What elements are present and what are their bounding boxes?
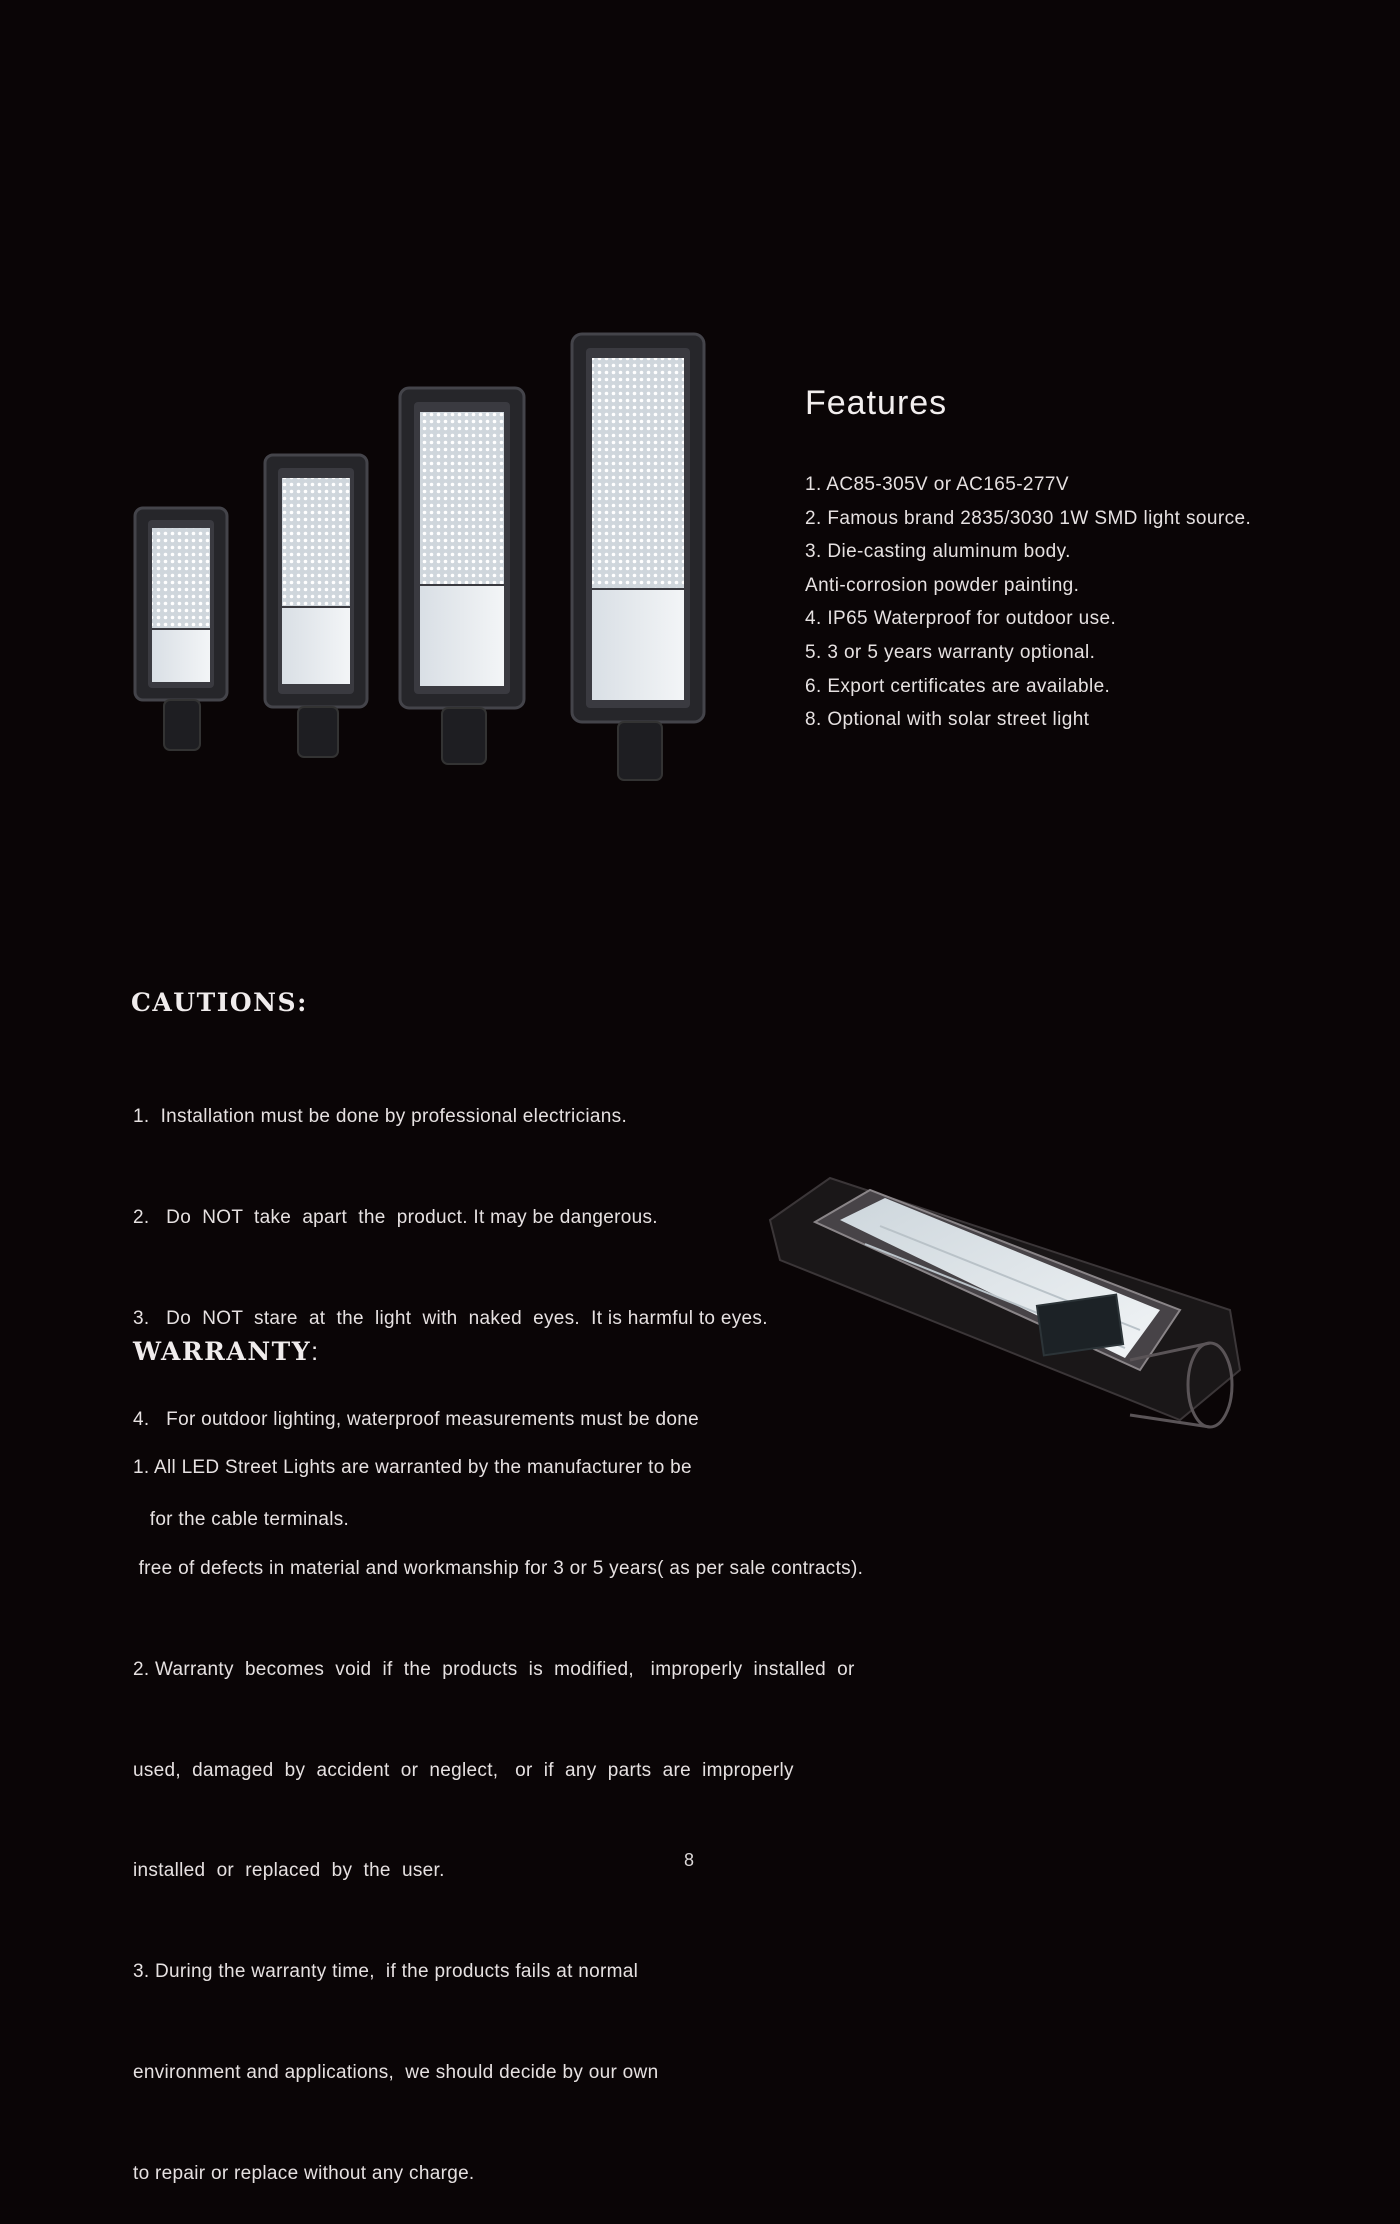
list-item: Anti-corrosion powder painting. [805, 574, 1080, 596]
list-item: 1. All LED Street Lights are warranted by the manufacturer to be [133, 1457, 692, 1479]
list-item: 1. Installation must be done by professional electricians. [133, 1106, 628, 1128]
list-item: installed or replaced by the user. [133, 1860, 445, 1882]
list-item: free of defects in material and workmanship for 3 or 5 years( as per sale contracts). [133, 1557, 864, 1579]
list-item: 2. Famous brand 2835/3030 1W SMD light source. [805, 507, 1252, 529]
warranty-heading [133, 1337, 320, 1367]
cautions-heading: CAUTIONS: [131, 988, 308, 1017]
features-list [805, 468, 1251, 737]
street-lights-product-image [120, 320, 720, 790]
street-light-large [400, 388, 524, 764]
street-light-small [135, 508, 227, 750]
street-light-medium [265, 455, 367, 757]
list-item: 3. Do NOT stare at the light with naked eyes. It is harmful to eyes. [133, 1307, 768, 1329]
features-heading: Features [805, 384, 948, 422]
list-item: 6. Export certificates are available. [805, 675, 1111, 697]
list-item: used, damaged by accident or neglect, or if any parts are improperly [133, 1759, 794, 1781]
list-item: 2. Do NOT take apart the product. It may be dangerous. [133, 1206, 658, 1228]
list-item: 3. During the warranty time, if the products fails at normal [133, 1961, 639, 1983]
list-item: 5. 3 or 5 years warranty optional. [805, 641, 1096, 663]
list-item: 2. Warranty becomes void if the products is modified, improperly installed or [133, 1658, 855, 1680]
list-item: 3. Die-casting aluminum body. [805, 541, 1071, 563]
list-item: 8. Optional with solar street light [805, 709, 1090, 731]
list-item: 4. IP65 Waterproof for outdoor use. [805, 608, 1117, 630]
list-item: for the cable terminals. [133, 1509, 350, 1531]
warranty-heading-colon: : [311, 1338, 320, 1366]
warranty-heading-text: WARRANTY [133, 1337, 312, 1366]
list-item: environment and applications, we should decide by our own [133, 2061, 659, 2083]
list-item: 4. For outdoor lighting, waterproof measurements must be done [133, 1408, 699, 1430]
page-number: 8 [684, 1850, 695, 1870]
warranty-text [133, 1384, 863, 2224]
street-light-xlarge [572, 334, 704, 780]
list-item: to repair or replace without any charge. [133, 2162, 475, 2184]
list-item: 1. AC85-305V or AC165-277V [805, 474, 1069, 495]
